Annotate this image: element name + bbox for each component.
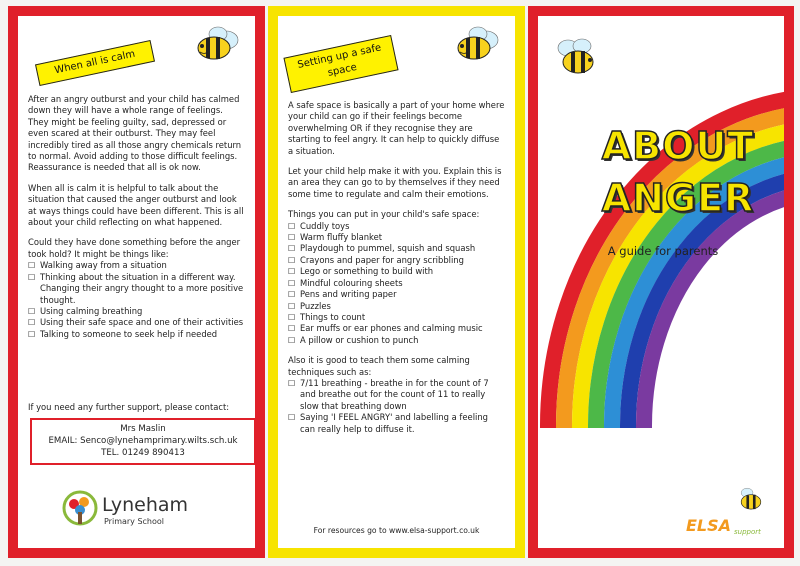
bee-icon [552, 36, 604, 76]
list-item: ☐ Lego or something to build with [288, 266, 505, 277]
list-item: ☐ Puzzles [288, 301, 505, 312]
list-item: ☐ A pillow or cushion to punch [288, 335, 505, 346]
safe-para-4: Also it is good to teach them some calming techniques such as: [288, 355, 470, 377]
support-text: If you need any further support, please contact: [28, 402, 230, 412]
heading-when-calm: When all is calm [35, 40, 155, 86]
resources-footer: For resources go to www.elsa-support.co.uk [313, 526, 480, 535]
list-item: ☐ 7/11 breathing - breathe in for the count of 7 and breathe out for the count of 11 to really slow that breathing down [288, 378, 505, 412]
heading-safe-space: Setting up a safe space [283, 35, 398, 93]
school-sub: Primary School [104, 517, 165, 526]
list-item: ☐ Walking away from a situation [28, 260, 245, 271]
bee-icon [448, 24, 500, 64]
contact-email: EMAIL: Senco@lynehamprimary.wilts.sch.uk [48, 435, 238, 446]
panel-cover-content [538, 16, 784, 548]
list-item: ☐ Pens and writing paper [288, 289, 505, 300]
list-item: ☐ Ear muffs or ear phones and calming music [288, 323, 505, 334]
safe-space-body [288, 100, 505, 435]
list-item: ☐ Playdough to pummel, squish and squash [288, 243, 505, 254]
safe-checklist [288, 221, 505, 346]
safe-para-2: Let your child help make it with you. Explain this is an area they can go to by themselves if they need some time to regulate and calm their emotions. [288, 166, 502, 199]
school-name: Lyneham [102, 494, 189, 516]
safe-para-3: Things you can put in your child's safe space: [288, 209, 480, 220]
contact-tel: TEL. 01249 890413 [101, 447, 185, 458]
list-item: ☐ Using calming breathing [28, 306, 245, 317]
list-item: ☐ Saying 'I FEEL ANGRY' and labelling a feeling can really help to diffuse it. [288, 412, 505, 435]
safe-para-1: A safe space is basically a part of your home where your child can go if their feelings become overwhelming OR if they recognise they are starting to feel angry. It can help to quickly diffuse a situation. [288, 100, 505, 156]
calm-body [28, 94, 245, 340]
rainbow-graphic [538, 16, 784, 548]
contact-box [30, 418, 256, 465]
title-about: ABOUT [601, 124, 755, 168]
list-item: ☐ Crayons and paper for angry scribbling [288, 255, 505, 266]
title-anger: ANGER [601, 176, 755, 220]
panel-when-calm-content [18, 16, 255, 548]
bee-icon [734, 484, 768, 512]
school-logo [62, 490, 232, 534]
list-item: ☐ Warm fluffy blanket [288, 232, 505, 243]
bee-icon [188, 24, 240, 64]
elsa-logo-sub: support [734, 528, 761, 536]
subtitle: A guide for parents [607, 244, 719, 258]
panel-safe-space-content [278, 16, 515, 548]
list-item: ☐ Talking to someone to seek help if needed [28, 329, 245, 340]
list-item: ☐ Mindful colouring sheets [288, 278, 505, 289]
contact-name: Mrs Maslin [120, 424, 166, 434]
list-item: ☐ Cuddly toys [288, 221, 505, 232]
technique-checklist [288, 378, 505, 435]
elsa-logo-text: ELSA [686, 516, 732, 535]
calm-checklist [28, 260, 245, 340]
panel-cover [528, 6, 794, 558]
panel-safe-space [268, 6, 525, 558]
list-item: ☐ Things to count [288, 312, 505, 323]
calm-para-1: After an angry outburst and your child has calmed down they will have a whole range of feelings. They might be feeling guilty, sad, depressed or even scared at their outburst. They may feel incredibly tired as all those angry chemicals return to normal. Avoid adding to those difficult feelings. Reassurance is needed that all is ok now. [28, 94, 242, 173]
tree-icon [62, 490, 98, 530]
list-item: ☐ Thinking about the situation in a different way. Changing their angry thought to a more positive thought. [28, 272, 245, 306]
panel-when-calm [8, 6, 265, 558]
calm-para-3: Could they have done something before the anger took hold? It might be things like: [28, 237, 241, 259]
list-item: ☐ Using their safe space and one of their activities [28, 317, 245, 328]
calm-para-2: When all is calm it is helpful to talk about the situation that caused the anger outburst and look at ways things could have been different. This is all about your child reflecting on what happened. [28, 182, 244, 228]
